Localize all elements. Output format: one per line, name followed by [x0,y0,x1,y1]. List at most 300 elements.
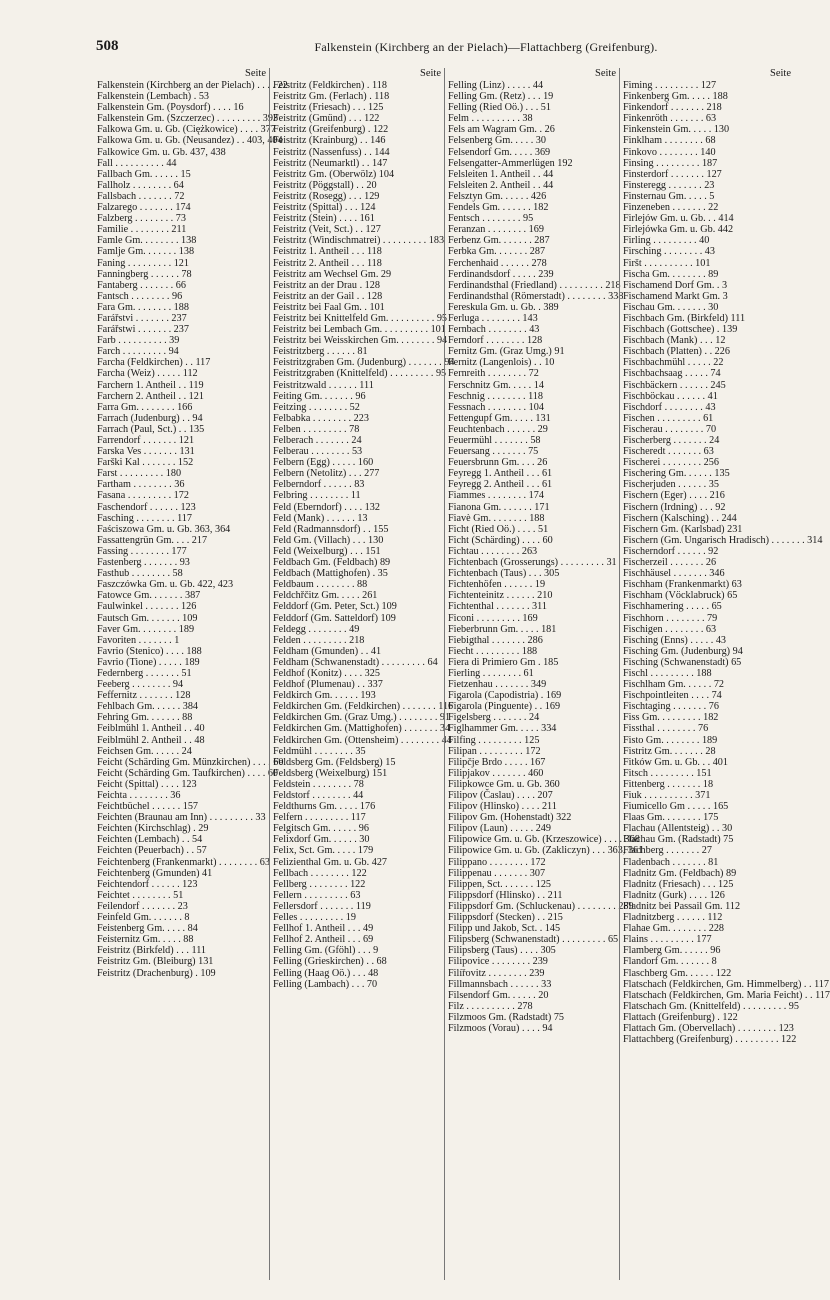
index-entry: Felling (Grieskirchen) . . 68 [273,956,387,968]
index-entry: Falkenstein Gm. (Szczerzec) . . . . . . . . . 393 [97,113,279,125]
index-entry: Feistritz (Pöggstall) . . 20 [273,179,377,191]
index-entry: Fasching . . . . . . . . 117 [97,512,192,524]
index-entry: Filipowice Gm. u. Gb. (Krzeszowice) . . . . 368 [448,834,640,846]
index-entry: Famlje Gm. . . . . . . 138 [97,246,195,258]
index-entry: Fichtau . . . . . . . . 263 [448,545,538,557]
index-entry: Finkendorf . . . . . . . 218 [623,102,722,114]
index-entry: Filipov (Časlau) . . . . 207 [448,790,553,801]
index-entry: Fatowce Gm. . . . . . . 387 [97,590,201,602]
index-entry: Ferchenhaid . . . . . . 278 [448,257,547,269]
index-entry: Figarola (Pinguente) . . 169 [448,701,561,713]
index-entry: Flatschach Gm. (Knittelfeld) . . . . . . . . . 95 [623,1000,799,1012]
index-column-1 [94,68,288,1280]
index-entry: Feistritz (Windischmatrei) . . . . . . . . . 183 [273,235,445,247]
index-entry: Farchern 1. Antheil . . 119 [97,379,204,391]
index-entry: Feld (Weixelburg) . . . 151 [273,545,381,557]
index-entry: Felling (Haag Oö.) . . . 48 [273,967,379,979]
index-entry: Filipowice Gm. u. Gb. (Zakliczyn) . . . 363, 361 [448,845,644,857]
index-entry: Filfing . . . . . . . . . 125 [448,734,540,746]
index-entry: Farst . . . . . . . . . 180 [97,468,182,480]
index-entry: Fischern (Kalsching) . . 244 [623,512,737,524]
index-entry: Feldstein . . . . . . . . 78 [273,778,364,790]
index-entry: Feisternitz Gm. . . . . 88 [97,934,194,946]
index-entry: Fischeredt . . . . . . . 63 [623,446,714,458]
index-entry: Flaas Gm. . . . . . . . 175 [623,812,719,824]
index-entry: Feistritz bei Weisskirchen Gm. . . . . . . . 94 [273,335,448,347]
index-entry: Feld (Eberndorf) . . . . 132 [273,501,380,513]
index-entry: Farářstwi . . . . . . . 237 [97,324,189,336]
index-entry: Fellern . . . . . . . . . 63 [273,889,361,901]
index-entry: Fellbach . . . . . . . . 122 [273,867,367,879]
index-entry: Farra Gm. . . . . . . . 166 [97,401,193,413]
index-entry: Flahae Gm. . . . . . . . 228 [623,923,725,935]
index-entry: Feistritz bei Lembach Gm. . . . . . . . . . 101 [273,324,446,336]
index-entry: Fierling . . . . . . . . 61 [448,667,534,679]
index-entry: Feichtenberg (Gmunden) 41 [97,867,213,879]
index-entry: Feichten (Kirchschlag) . 29 [97,823,209,835]
index-entry: Felddorf (Gm. Satteldorf) 109 [273,612,396,624]
index-entry: Fischerau . . . . . . . . 70 [623,423,717,435]
index-entry: Feichtenberg (Frankenmarkt) . . . . . . . . 63 [97,856,270,868]
index-entry: Filipsberg (Taus) . . . . 305 [448,945,556,957]
index-entry: Feldmühl . . . . . . . . 35 [273,745,366,757]
index-entry: Fischbach (Mank) . . . 12 [623,335,726,347]
index-entry: Finklham . . . . . . . . 68 [623,135,716,147]
index-entry: Feistritz bei Faal Gm. . 101 [273,301,385,313]
index-entry: Felgitsch Gm. . . . . . 96 [273,823,369,835]
index-entry: Fasthub . . . . . . . . 58 [97,568,183,580]
index-entry: Filířovitz . . . . . . . . 239 [448,967,545,979]
index-entry: Felfern . . . . . . . . . 117 [273,812,366,824]
index-entry: Feldchřčitz Gm. . . . . 261 [273,590,378,602]
index-entry: Falkenstein Gm. (Poysdorf) . . . . 16 [97,102,244,114]
index-entry: Fischen . . . . . . . . . 61 [623,412,714,424]
index-entry: Ferluga . . . . . . . . 143 [448,312,538,324]
index-entry: Feichta . . . . . . . . 36 [97,790,181,801]
index-entry: Fischbachmühl . . . . . 22 [623,357,724,369]
index-entry: Fiera di Primiero Gm . 185 [448,656,559,668]
index-entry: Feuersang . . . . . . . 75 [448,446,539,458]
page-number: 508 [96,38,119,54]
index-entry: Fallbach Gm. . . . . . 15 [97,168,191,180]
index-entry: Finkenröth . . . . . . . 63 [623,113,717,125]
index-entry: Filz . . . . . . . . . . 278 [448,1000,533,1012]
index-entry: Faściszowa Gm. u. Gb. 363, 364 [97,523,231,535]
index-entry: Firšt . . . . . . . . . . 101 [623,257,711,269]
index-entry: Ferbenz Gm. . . . . . . 287 [448,235,550,247]
index-entry: Feldkirchen Gm. (Ottensheim) . . . . . . . . 44 [273,734,452,746]
index-entry: Fereskula Gm. u. Gb. . 389 [448,301,559,313]
index-entry: Fischbäckern . . . . . . 245 [623,379,726,391]
index-entry: Farcha (Weiz) . . . . . 112 [97,368,198,380]
index-entry: Fasana . . . . . . . . . 172 [97,490,189,502]
index-entry: Filipp und Jakob, Sct. . 145 [448,923,561,935]
index-entry: Fischerndorf . . . . . . 92 [623,545,719,557]
index-entry: Firlejów Gm. u. Gb. . . 414 [623,213,734,225]
index-entry: Feistritzberg . . . . . . 81 [273,346,368,358]
index-entry: Fernitz (Langenlois) . . 10 [448,357,555,369]
index-entry: Filipčje Brdo . . . . . 167 [448,756,546,768]
index-entry: Farska Ves . . . . . . . 131 [97,446,195,458]
index-entry: Feeberg . . . . . . . . 94 [97,679,184,691]
index-entry: Faulwinkel . . . . . . . 126 [97,601,197,613]
index-entry: Felling Gm. (Retz) . . . 19 [448,91,554,103]
index-entry: Feistritz (Spittal) . . . 124 [273,202,376,214]
index-entry: Feistritz (Veit, Sct.) . . 127 [273,224,381,236]
index-entry: Feistritz (Friesach) . . . 125 [273,102,384,114]
index-entry: Farrach (Paul, Sct.) . . 135 [97,423,205,435]
index-entry: Feitzing . . . . . . . . 52 [273,401,360,413]
index-entry: Fiecht . . . . . . . . . 188 [448,645,538,657]
index-entry: Feldbach (Mattighofen) . 35 [273,568,388,580]
index-entry: Flattach Gm. (Obervellach) . . . . . . . . 123 [623,1022,794,1034]
index-entry: Fischau Gm. . . . . . . 30 [623,301,719,313]
index-entry: Fiebigthal . . . . . . . 286 [448,634,543,646]
index-entry: Feistritz (Feldkirchen) . 118 [273,80,387,91]
index-entry: Feistritz 2. Antheil . . . 118 [273,257,382,269]
index-entry: Fietzenhau . . . . . . . 349 [448,679,547,691]
index-entry: Fiammes . . . . . . . . 174 [448,490,544,502]
index-entry: Feldhof (Plumenau) . . 337 [273,679,383,691]
index-entry: Fischhäusel . . . . . . . 346 [623,568,725,580]
index-entry: Feiblmühl 1. Antheil . . 40 [97,723,205,735]
index-entry: Feiblmühl 2. Antheil . . 48 [97,734,205,746]
index-entry: Figarola (Capodistria) . 169 [448,690,562,702]
index-entry: Feffernitz . . . . . . . 128 [97,690,191,702]
index-entry: Felbring . . . . . . . . 11 [273,490,361,502]
index-entry: Fischdorf . . . . . . . . 43 [623,401,716,413]
index-entry: Felles . . . . . . . . . 19 [273,912,356,924]
index-entry: Fischering Gm. . . . . . 135 [623,468,730,480]
index-entry: Feldthurns Gm. . . . . 176 [273,801,376,813]
index-entry: Fellberg . . . . . . . . 122 [273,878,366,890]
index-entry: Flattachberg (Greifenburg) . . . . . . . . . 122 [623,1034,797,1046]
index-entry: Fistritz Gm. . . . . . . 28 [623,745,716,757]
index-entry: Falkenstein (Kirchberg an der Pielach) . . . . 22 [97,80,288,91]
index-entry: Favrio (Tione) . . . . . 189 [97,656,200,668]
index-entry: Feistritz (Greifenburg) . 122 [273,124,389,136]
index-entry: Fianona Gm. . . . . . . 171 [448,501,550,513]
index-entry: Fiming . . . . . . . . . 127 [623,80,717,91]
index-entry: Felling (Linz) . . . . . 44 [448,80,544,91]
index-entry: Filippsdorf (Hlinsko) . . 211 [448,889,563,901]
index-entry: Feldhof (Konitz) . . . . 325 [273,667,380,679]
index-entry: Falzberg . . . . . . . . 73 [97,213,186,225]
index-entry: Fischböckau . . . . . . 41 [623,390,718,402]
index-entry: Fischpointleiten . . . . 74 [623,690,722,702]
index-entry: Favrio (Stenico) . . . . 188 [97,645,202,657]
index-entry: Falkowa Gm. u. Gb. (Neusandez) . . 403, 404 [97,135,283,147]
index-entry: Fischamend Dorf Gm. . 3 [623,279,728,291]
index-entry: Feilendorf . . . . . . . 23 [97,900,188,912]
index-entry: Fisching (Schwanenstadt) 65 [623,656,742,668]
index-entry: Feuersbrunn Gm. . . . 26 [448,457,548,469]
index-entry: Fettengupf Gm. . . . . 131 [448,412,551,424]
index-entry: Felbern (Egg) . . . . . 160 [273,457,374,469]
index-entry: Ficht (Ried Oö.) . . . . 51 [448,523,549,535]
index-entry: Feldstorf . . . . . . . . 44 [273,790,364,801]
index-entry: Feistritz (Stein) . . . . 161 [273,213,375,225]
index-entry: Finkovo . . . . . . . . 140 [623,146,716,158]
index-entry: Feistritz (Birkfeld) . . . 111 [97,945,207,957]
index-entry: Fissthal . . . . . . . . 76 [623,723,709,735]
index-entry: Feldsberg Gm. (Feldsberg) 15 [273,756,396,768]
column-head: Seite [420,68,441,79]
index-entry: Fischham (Frankenmarkt) 63 [623,579,742,591]
index-entry: Ferdinandsthal (Römerstadt) . . . . . . . . 338 [448,290,624,302]
index-entry: Felix, Sct. Gm. . . . . 179 [273,845,374,857]
index-column-4 [619,68,830,1280]
index-entry: Fiavè Gm. . . . . . . . 188 [448,512,545,524]
index-entry: Farb . . . . . . . . . . 39 [97,335,180,347]
index-entry: Filippano . . . . . . . . 172 [448,856,546,868]
index-entry: Felling Gm. (Gföhl) . . . 9 [273,945,379,957]
index-entry: Flamberg Gm. . . . . . 96 [623,945,721,957]
index-entry: Fall . . . . . . . . . . 44 [97,157,177,169]
index-entry: Fernbach . . . . . . . . 43 [448,324,540,336]
index-entry: Flattach (Greifenburg) . 122 [623,1011,738,1023]
index-entry: Feuchtenbach . . . . . . 29 [448,423,548,435]
index-entry: Filipan . . . . . . . . . 172 [448,745,541,757]
index-entry: Finzeneben . . . . . . . 22 [623,202,719,214]
index-entry: Filippen, Sct. . . . . . . 125 [448,878,552,890]
index-entry: Filsendorf Gm. . . . . . 20 [448,989,549,1001]
index-entry: Felsztyn Gm. . . . . . 426 [448,190,547,202]
index-entry: Fischbachsaag . . . . . 74 [623,368,721,380]
index-entry: Fisching Gm. (Judenburg) 94 [623,645,743,657]
index-entry: Fischhorn . . . . . . . . 79 [623,612,718,624]
index-entry: Farrendorf . . . . . . . 121 [97,435,195,446]
index-entry: Ferbka Gm. . . . . . . 287 [448,246,546,258]
index-entry: Filippsdorf Gm. (Schluckenau) . . . . . . . . 289 [448,900,634,912]
index-entry: Filippsdorf (Stecken) . . 215 [448,912,563,924]
index-entry: Finsteregg . . . . . . . 23 [623,179,715,191]
index-entry: Filipkowce Gm. u. Gb. 360 [448,778,560,790]
index-entry: Feistritzgraben (Knittelfeld) . . . . . . . . . 95 [273,368,447,380]
index-entry: Flachberg . . . . . . . 27 [623,845,712,857]
running-head: Falkenstein (Kirchberg an der Pielach)—Flattachberg (Greifenburg). [314,40,658,54]
index-entry: Fischern Gm. (Karlsbad) 231 [623,523,743,535]
index-entry: Falkenstein (Lembach) . 53 [97,91,210,103]
index-entry: Faver Gm. . . . . . . . 189 [97,623,195,635]
index-entry: Felberach . . . . . . . 24 [273,435,362,446]
column-head: Seite [595,68,616,79]
index-entry: Fisto Gm. . . . . . . . 189 [623,734,718,746]
index-entry: Fernreith . . . . . . . . 72 [448,368,539,380]
index-entry: Felm . . . . . . . . . . 38 [448,113,533,125]
index-entry: Fieberbrunn Gm. . . . . 181 [448,623,557,635]
index-entry: Filipov (Laun) . . . . . 249 [448,823,551,835]
index-entry: Flatschach (Feldkirchen, Gm. Himmelberg) . . 117 [623,978,829,990]
index-entry: Fittenberg . . . . . . . 18 [623,778,714,790]
index-entry: Ferndorf . . . . . . . . 128 [448,335,543,347]
index-entry: Finsing . . . . . . . . . 187 [623,157,718,169]
index-entry: Feistritz an der Gail . . 128 [273,290,383,302]
index-entry: Filipsberg (Schwanenstadt) . . . . . . . . . 65 [448,934,619,946]
index-entry: Farchern 2. Antheil . . 121 [97,390,204,402]
index-column-2 [269,68,455,1280]
index-entry: Feichten (Lembach) . . 54 [97,834,203,846]
index-entry: Fehlbach Gm. . . . . . 384 [97,701,199,713]
index-entry: Ficht (Schärding) . . . . 60 [448,534,553,546]
index-entry: Fellersdorf . . . . . . . 119 [273,900,371,912]
index-entry: Ferdinandsdorf . . . . . 239 [448,268,554,280]
index-entry: Fendels Gm. . . . . . . 182 [448,202,549,214]
index-entry: Fiumicello Gm . . . . . 165 [623,801,729,813]
index-entry: Fischerberg . . . . . . . 24 [623,435,720,446]
index-entry: Fessnach . . . . . . . . 104 [448,401,544,413]
index-entry: Feicht (Schärding Gm. Münzkirchen) . . . . 60 [97,756,284,768]
index-entry: Feichtendorf . . . . . . 123 [97,878,198,890]
index-entry: Fels am Wagram Gm. . 26 [448,124,555,136]
index-entry: Feistritz (Drachenburg) . 109 [97,967,216,979]
index-entry: Fassing . . . . . . . . 177 [97,545,187,557]
index-entry: Fladnitz (Friesach) . . . 125 [623,878,734,890]
index-entry: Feistritz am Wechsel Gm. 29 [273,268,392,280]
index-entry: Fichtenbach (Grosserungs) . . . . . . . . . 31 [448,557,617,569]
index-entry: Fischerjuden . . . . . . 35 [623,479,719,491]
index-entry: Fellhof 2. Antheil . . . 69 [273,934,374,946]
index-entry: Fellhof 1. Antheil . . . 49 [273,923,374,935]
index-entry: Farški Kal . . . . . . . 152 [97,457,194,469]
index-entry: Fehring Gm. . . . . . . 88 [97,712,193,724]
index-entry: Fischtaging . . . . . . . 76 [623,701,719,713]
index-entry: Feldham (Schwanenstadt) . . . . . . . . . 64 [273,656,438,668]
index-entry: Fallsbach . . . . . . . 72 [97,190,185,202]
index-entry: Farrach (Judenburg) . . 94 [97,412,203,424]
index-entry: Farcha (Feldkirchen) . . 117 [97,357,211,369]
index-entry: Fitsch . . . . . . . . . 151 [623,767,712,779]
index-entry: Firlejówka Gm. u. Gb. 442 [623,224,734,236]
index-entry: Feldkirchen Gm. (Feldkirchen) . . . . . . . 116 [273,701,454,713]
index-entry: Fischbach (Platten) . . 226 [623,346,730,358]
index-entry: Feistenberg Gm. . . . . 84 [97,923,198,935]
index-entry: Filippenau . . . . . . . 307 [448,867,546,879]
index-entry: Felben . . . . . . . . . 78 [273,423,360,435]
index-entry: Feistritz an der Drau . 128 [273,279,380,291]
index-entry: Fladenbach . . . . . . . 81 [623,856,719,868]
index-entry: Feldsberg (Weixelburg) 151 [273,767,388,779]
index-entry: Feistritz Gm. (Bleiburg) 131 [97,956,214,968]
index-entry: Feinfeld Gm. . . . . . . 8 [97,912,190,924]
index-entry: Filipjakov . . . . . . . 460 [448,767,544,779]
index-entry: Feiting Gm. . . . . . . 96 [273,390,366,402]
index-entry: Fanningberg . . . . . . 78 [97,268,192,280]
index-entry: Fentsch . . . . . . . . 95 [448,213,534,225]
index-entry: Figelsberg . . . . . . . 24 [448,712,540,724]
index-entry: Faschendorf . . . . . . 123 [97,501,196,513]
index-entry: Finkenstein Gm. . . . . 130 [623,124,730,136]
index-entry: Falkowa Gm. u. Gb. (Ciężkowice) . . . . 377 [97,124,276,136]
index-entry: Feldegg . . . . . . . . 49 [273,623,360,635]
index-entry: Feistritz Gm. (Ferlach) . 118 [273,91,390,103]
index-entry: Fantsch . . . . . . . . 96 [97,290,183,302]
index-entry: Feistritz (Nassenfuss) . . 144 [273,146,390,158]
index-entry: Fichtenthal . . . . . . . 311 [448,601,547,613]
index-entry: Finsternau Gm. . . . . 5 [623,190,715,202]
index-entry: Feichsen Gm. . . . . . 24 [97,745,192,757]
index-entry: Flandorf Gm. . . . . . . 8 [623,956,717,968]
index-entry: Feldbach Gm. (Feldbach) 89 [273,557,391,569]
index-entry: Feldkirchen Gm. (Graz Umg.) . . . . . . . . 91 [273,712,451,724]
index-entry: Falzarego . . . . . . . 174 [97,202,191,214]
index-entry: Fischbach (Gottschee) . 139 [623,324,738,336]
index-entry: Fladnitzberg . . . . . . 112 [623,912,723,924]
index-entry: Fischl . . . . . . . . . 188 [623,667,712,679]
index-entry: Felsleiten 1. Antheil . . 44 [448,168,554,180]
index-entry: Felsenberg Gm. . . . . 30 [448,135,546,147]
index-entry: Feistritzgraben Gm. (Judenburg) . . . . . . . 94 [273,357,455,369]
index-entry: Ferdinandsthal (Friedland) . . . . . . . . . 218 [448,279,621,291]
index-entry: Fischa Gm. . . . . . . . 89 [623,268,719,280]
index-entry: Fischern (Gm. Ungarisch Hradisch) . . . . . . . 314 [623,534,823,546]
index-entry: Felling (Ried Oö.) . . . 51 [448,102,551,114]
index-entry: Feistritz 1. Antheil . . . 118 [273,246,382,258]
index-entry: Ficoni . . . . . . . . . 169 [448,612,538,624]
index-entry: Feld (Radmannsdorf) . . 155 [273,523,389,535]
index-entry: Fladnitz bei Passail Gm. 112 [623,900,741,912]
index-entry: Feistritz (Gmünd) . . . 122 [273,113,380,125]
index-entry: Flatschach (Feldkirchen, Gm. Maria Feicht) . . 117 [623,989,830,1001]
index-entry: Feuermühl . . . . . . . 58 [448,435,541,446]
index-entry: Famle Gm. . . . . . . . 138 [97,235,197,247]
index-entry: Flachau Gm. (Radstadt) 75 [623,834,734,846]
index-entry: Fischlham Gm. . . . . . 72 [623,679,725,691]
index-entry: Flains . . . . . . . . . 177 [623,934,712,946]
index-entry: Fartham . . . . . . . . 36 [97,479,185,491]
index-entry: Feistritz bei Knittelfeld Gm. . . . . . . . . . 95 [273,312,448,324]
index-entry: Fladnitz (Gurk) . . . . 126 [623,889,725,901]
index-entry: Feldkirch Gm. . . . . . 193 [273,690,376,702]
index-entry: Felsendorf Gm. . . . . 369 [448,146,551,158]
column-head: Seite [770,68,791,79]
index-entry: Finsterdorf . . . . . . . 127 [623,168,722,180]
index-entry: Fara Gm. . . . . . . . 188 [97,301,189,313]
index-entry: Feichten (Peuerbach) . . 57 [97,845,207,857]
index-entry: Fitków Gm. u. Gb. . . 401 [623,756,728,768]
index-entry: Feldkirchen Gm. (Mattighofen) . . . . . . . 34 [273,723,451,735]
index-entry: Familie . . . . . . . . 211 [97,224,187,236]
index-entry: Felbabka . . . . . . . . 223 [273,412,369,424]
index-entry: Faszczówka Gm. u. Gb. 422, 423 [97,579,234,591]
index-entry: Fassattengrün Gm. . . . 217 [97,534,208,546]
index-entry: Fischamend Markt Gm. 3 [623,290,728,302]
index-entry: Feistritzwald . . . . . . 111 [273,379,374,391]
index-entry: Firling . . . . . . . . . 40 [623,235,710,247]
index-entry: Fiss Gm. . . . . . . . . 182 [623,712,719,724]
index-entry: Feichtbüchel . . . . . . 157 [97,801,199,813]
index-entry: Fichtenhöfen . . . . . . 19 [448,579,546,591]
index-entry: Federnberg . . . . . . . 51 [97,667,192,679]
index-entry: Feschnig . . . . . . . . 118 [448,390,543,402]
index-entry: Felixdorf Gm. . . . . . 30 [273,834,370,846]
index-entry: Fallholz . . . . . . . . 64 [97,179,184,191]
index-entry: Fichtenbach (Taus) . . . 305 [448,568,560,580]
index-entry: Feistritz (Neumarktl) . . 147 [273,157,388,169]
index-entry: Feyregg 2. Antheil . . . 61 [448,479,553,491]
index-entry: Filzmoos (Vorau) . . . . 94 [448,1022,553,1034]
index-entry: Filipov Gm. (Hohenstadt) 322 [448,812,572,824]
index-columns [94,68,830,1280]
index-entry: Felsengatter-Ammerlügen 192 [448,157,573,169]
index-entry: Felizienthal Gm. u. Gb. 427 [273,856,388,868]
index-entry: Feistritz (Rosegg) . . . 129 [273,190,380,202]
index-entry: Feld (Mank) . . . . . . 13 [273,512,368,524]
index-entry: Fantaberg . . . . . . . 66 [97,279,186,291]
index-entry: Firsching . . . . . . . . 43 [623,246,715,258]
index-entry: Filipovice . . . . . . . . 239 [448,956,548,968]
index-entry: Feichtet . . . . . . . . 51 [97,889,184,901]
